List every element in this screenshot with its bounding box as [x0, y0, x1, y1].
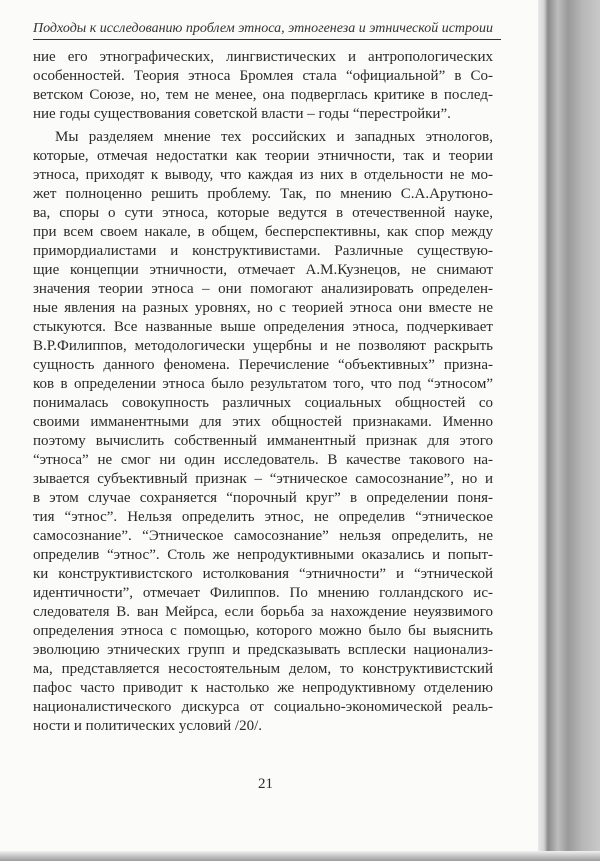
text-line: тия “этнос”. Нельзя определить этнос, не определив “этническое	[33, 509, 493, 525]
text-line: ма, представляется несостоятельным делом, то конструктивистский	[33, 661, 493, 677]
text-line: в этом случае сохраняется “порочный круг” в определении поня-	[33, 490, 493, 506]
text-line: В.Р.Филиппов, методологически ущербны и не позволяют раскрыть	[33, 338, 493, 354]
text-line: примордиалистами и конструктивистами. Различные существую-	[33, 243, 493, 259]
text-line: определения этноса с помощью, которого можно было бы выяснить	[33, 623, 493, 639]
text-line: ние годы существования советской власти – годы “перестройки”.	[33, 106, 451, 122]
text-line: ков в определении этноса было результатом того, что под “этносом”	[33, 376, 493, 392]
text-line: эволюцию этнических групп и предсказывать всплески национализ-	[33, 642, 493, 658]
text-line: ва, споры о сути этноса, которые ведутся в отечественной науке,	[33, 205, 493, 221]
scan-bottom-edge	[0, 851, 600, 861]
text-line: националистического дискурса от социально-экономической реаль-	[33, 699, 493, 715]
text-line: зывается субъективный признак – “этническое самосознание”, но и	[33, 471, 493, 487]
text-line: щие концепции этничности, отмечает А.М.Кузнецов, не снимают	[33, 262, 493, 278]
text-line: особенностей. Теория этноса Бромлея стала “официальной” в Со-	[33, 68, 493, 84]
paragraph	[33, 128, 493, 736]
text-line: своими имманентными для этих общностей признаками. Именно	[33, 414, 493, 430]
text-line: жет полноценно решить проблему. Так, по мнению С.А.Арутюно-	[33, 186, 493, 202]
text-line: самосознание”. “Этническое самосознание” нельзя определить, не	[33, 528, 493, 544]
text-line: определив “этнос”. Столь же непродуктивными оказались и попыт-	[33, 547, 493, 563]
text-line: сущность данного феномена. Перечисление “объективных” призна-	[33, 357, 493, 373]
text-line: “этноса” не смог ни один исследователь. В качестве такового на-	[33, 452, 493, 468]
text-line: ветском Союзе, но, тем не менее, она подверглась критике в послед-	[33, 87, 493, 103]
text-line: идентичности”, отмечает Филиппов. По мнению голландского ис-	[33, 585, 493, 601]
text-line: следователя В. ван Мейрса, если борьба за нахождение неуязвимого	[33, 604, 493, 620]
text-line: при всем своем накале, в общем, бесперспективны, как спор между	[33, 224, 493, 240]
scan-page-edge	[538, 0, 600, 861]
text-line: Мы разделяем мнение тех российских и западных этнологов,	[55, 129, 493, 145]
page-number: 21	[258, 776, 273, 792]
text-line: ки конструктивистского истолкования “этничности” и “этнической	[33, 566, 493, 582]
paragraph	[33, 48, 493, 124]
text-line: поэтому вычислить собственный имманентный признак для этого	[33, 433, 493, 449]
text-line: ние его этнографических, лингвистических и антропологических	[33, 49, 493, 65]
text-line: значения теории этноса – они помогают анализировать определен-	[33, 281, 493, 297]
text-line: этноса, приходят к выводу, что каждая из них в отдельности не мо-	[33, 167, 493, 183]
text-line: ности и политических условий /20/.	[33, 718, 263, 734]
text-line: понималась совокупность различных социальных общностей со	[33, 395, 493, 411]
body-text	[33, 48, 493, 736]
text-line: которые, отмечая недостатки как теории этничности, так и теории	[33, 148, 493, 164]
text-line: стыкуются. Все названные выше определения этноса, подчеркивает	[33, 319, 493, 335]
text-line: ные явления на разных уровнях, но с теорией этноса они вместе не	[33, 300, 493, 316]
text-line: пафос часто приводит к настолько же непродуктивному отделению	[33, 680, 493, 696]
running-header: Подходы к исследованию проблем этноса, этногенеза и этнической истроии	[33, 21, 501, 40]
